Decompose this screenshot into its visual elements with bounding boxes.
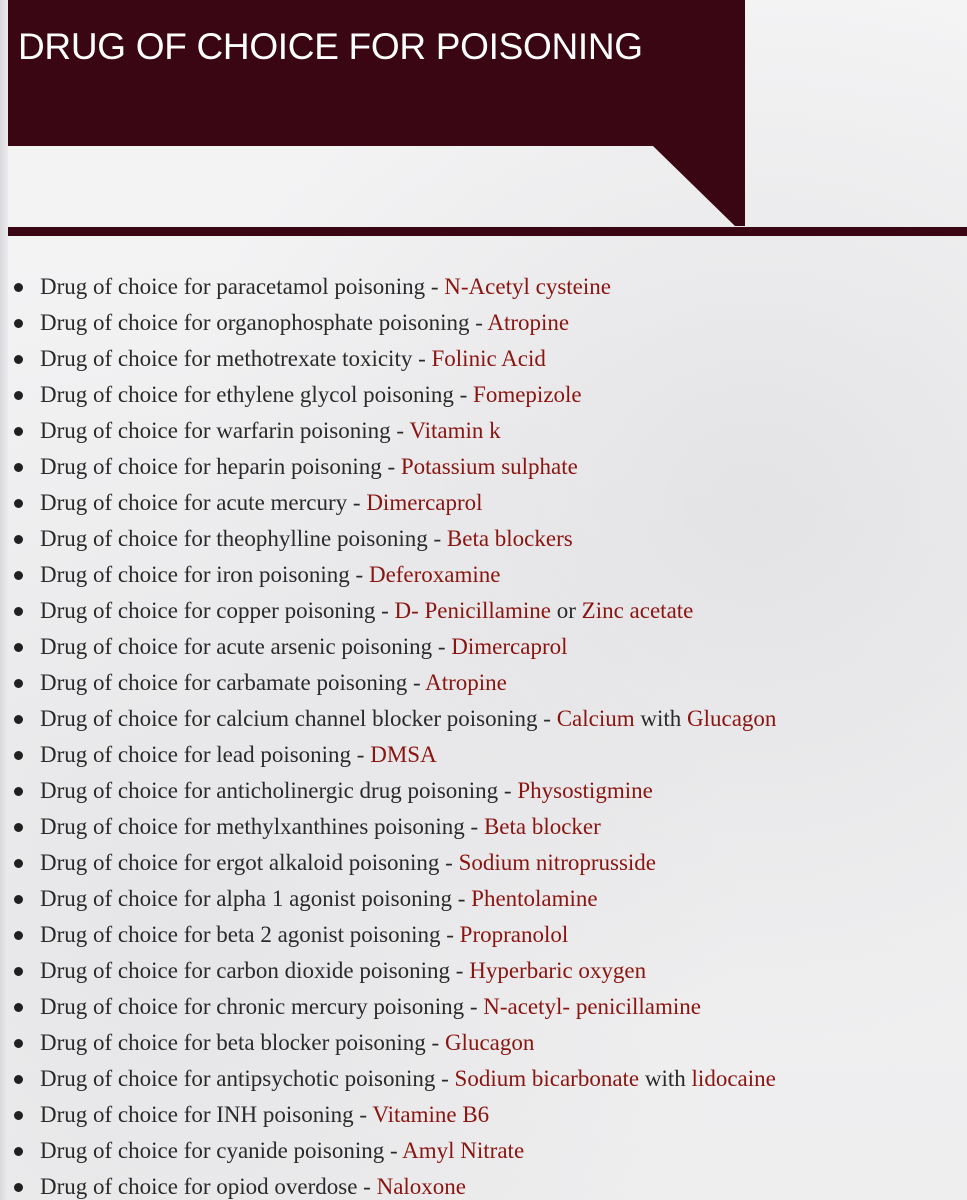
item-condition: Drug of choice for beta 2 agonist poisoning -	[40, 922, 454, 947]
list-item	[0, 917, 967, 953]
item-condition: Drug of choice for theophylline poisoning -	[40, 526, 442, 551]
item-drug: Beta blockers	[446, 526, 573, 551]
item-condition: Drug of choice for opiod overdose -	[40, 1174, 371, 1199]
list-item	[0, 773, 967, 809]
bullet-icon	[14, 499, 23, 508]
bullet-icon	[14, 1075, 23, 1084]
list-item	[0, 377, 967, 413]
bullet-icon	[14, 319, 23, 328]
bullet-icon	[14, 679, 23, 688]
bullet-icon	[14, 859, 23, 868]
bullet-icon	[14, 895, 23, 904]
title-banner	[8, 0, 745, 226]
list-item	[0, 989, 967, 1025]
item-condition: Drug of choice for copper poisoning -	[40, 598, 389, 623]
item-condition: Drug of choice for ergot alkaloid poisoning -	[40, 850, 453, 875]
item-condition: Drug of choice for antipsychotic poisoning -	[40, 1066, 449, 1091]
item-drug: Physostigmine	[517, 778, 653, 803]
bullet-icon	[14, 571, 23, 580]
item-drug-secondary: Glucagon	[687, 706, 777, 731]
bullet-icon	[14, 1147, 23, 1156]
list-item	[0, 1169, 967, 1200]
bullet-icon	[14, 1039, 23, 1048]
list-item	[0, 593, 967, 629]
item-drug: Sodium bicarbonate	[454, 1066, 640, 1091]
list-item	[0, 449, 967, 485]
item-drug: Dimercaprol	[366, 490, 483, 515]
item-condition: Drug of choice for carbon dioxide poisoning -	[40, 958, 464, 983]
bullet-icon	[14, 463, 23, 472]
item-condition: Drug of choice for paracetamol poisoning -	[40, 274, 439, 299]
item-drug: Beta blocker	[483, 814, 601, 839]
drug-list	[0, 269, 967, 1200]
bullet-icon	[14, 751, 23, 760]
item-drug: Phentolamine	[471, 886, 598, 911]
item-condition: Drug of choice for organophosphate poisoning -	[40, 310, 483, 335]
item-condition: Drug of choice for calcium channel blocker poisoning -	[40, 706, 551, 731]
item-drug: Hyperbaric oxygen	[469, 958, 647, 983]
list-item	[0, 665, 967, 701]
bullet-icon	[14, 607, 23, 616]
header-divider	[8, 227, 967, 236]
item-condition: Drug of choice for lead poisoning -	[40, 742, 365, 767]
item-condition: Drug of choice for INH poisoning -	[40, 1102, 368, 1127]
item-condition: Drug of choice for cyanide poisoning -	[40, 1138, 398, 1163]
list-item	[0, 557, 967, 593]
bullet-icon	[14, 427, 23, 436]
bullet-icon	[14, 1111, 23, 1120]
bullet-icon	[14, 283, 23, 292]
list-item	[0, 629, 967, 665]
list-item	[0, 809, 967, 845]
item-drug: Fomepizole	[473, 382, 582, 407]
item-drug: Atropine	[487, 310, 570, 335]
list-item	[0, 737, 967, 773]
item-drug: Atropine	[425, 670, 507, 695]
list-item	[0, 881, 967, 917]
bullet-icon	[14, 391, 23, 400]
item-connector: with	[640, 706, 682, 731]
bullet-icon	[14, 715, 23, 724]
item-drug: Amyl Nitrate	[402, 1138, 525, 1163]
list-item	[0, 701, 967, 737]
page-title: DRUG OF CHOICE FOR POISONING	[18, 26, 643, 67]
list-item	[0, 305, 967, 341]
list-item	[0, 1061, 967, 1097]
item-condition: Drug of choice for anticholinergic drug poisoning -	[40, 778, 512, 803]
item-connector: or	[556, 598, 576, 623]
bullet-icon	[14, 931, 23, 940]
item-condition: Drug of choice for beta blocker poisoning -	[40, 1030, 440, 1055]
list-item	[0, 1097, 967, 1133]
bullet-icon	[14, 787, 23, 796]
item-drug: Sodium nitroprusside	[458, 850, 657, 875]
list-item	[0, 845, 967, 881]
list-item	[0, 341, 967, 377]
item-drug-secondary: lidocaine	[691, 1066, 776, 1091]
item-drug: D- Penicillamine	[394, 598, 551, 623]
item-condition: Drug of choice for chronic mercury poisoning -	[40, 994, 478, 1019]
item-condition: Drug of choice for alpha 1 agonist poisoning -	[40, 886, 466, 911]
item-drug: N-Acetyl cysteine	[444, 274, 611, 299]
list-item	[0, 1133, 967, 1169]
list-item	[0, 413, 967, 449]
item-drug: Glucagon	[444, 1030, 535, 1055]
list-item	[0, 269, 967, 305]
item-condition: Drug of choice for iron poisoning -	[40, 562, 364, 587]
item-drug: Folinic Acid	[431, 346, 546, 371]
item-condition: Drug of choice for acute mercury -	[40, 490, 361, 515]
item-condition: Drug of choice for warfarin poisoning -	[40, 418, 405, 443]
item-drug: Deferoxamine	[368, 562, 501, 587]
item-condition: Drug of choice for heparin poisoning -	[40, 454, 396, 479]
item-drug-secondary: Zinc acetate	[581, 598, 694, 623]
bullet-icon	[14, 535, 23, 544]
item-drug: Vitamin k	[409, 418, 501, 443]
list-item	[0, 521, 967, 557]
list-item	[0, 485, 967, 521]
item-drug: Propranolol	[459, 922, 569, 947]
bullet-icon	[14, 1003, 23, 1012]
item-connector: with	[644, 1066, 686, 1091]
bullet-icon	[14, 967, 23, 976]
item-drug: Potassium sulphate	[400, 454, 578, 479]
item-drug: Vitamine B6	[372, 1102, 490, 1127]
bullet-icon	[14, 355, 23, 364]
list-item	[0, 953, 967, 989]
bullet-icon	[14, 643, 23, 652]
item-condition: Drug of choice for methotrexate toxicity -	[40, 346, 426, 371]
bullet-icon	[14, 1183, 23, 1192]
item-condition: Drug of choice for ethylene glycol poisoning -	[40, 382, 468, 407]
bullet-icon	[14, 823, 23, 832]
item-drug: Calcium	[556, 706, 635, 731]
item-drug: N-acetyl- penicillamine	[483, 994, 702, 1019]
list-item	[0, 1025, 967, 1061]
item-drug: Dimercaprol	[451, 634, 568, 659]
item-condition: Drug of choice for methylxanthines poisoning -	[40, 814, 479, 839]
item-drug: DMSA	[370, 742, 437, 767]
item-condition: Drug of choice for acute arsenic poisoning -	[40, 634, 446, 659]
item-condition: Drug of choice for carbamate poisoning -	[40, 670, 421, 695]
item-drug: Naloxone	[376, 1174, 467, 1199]
